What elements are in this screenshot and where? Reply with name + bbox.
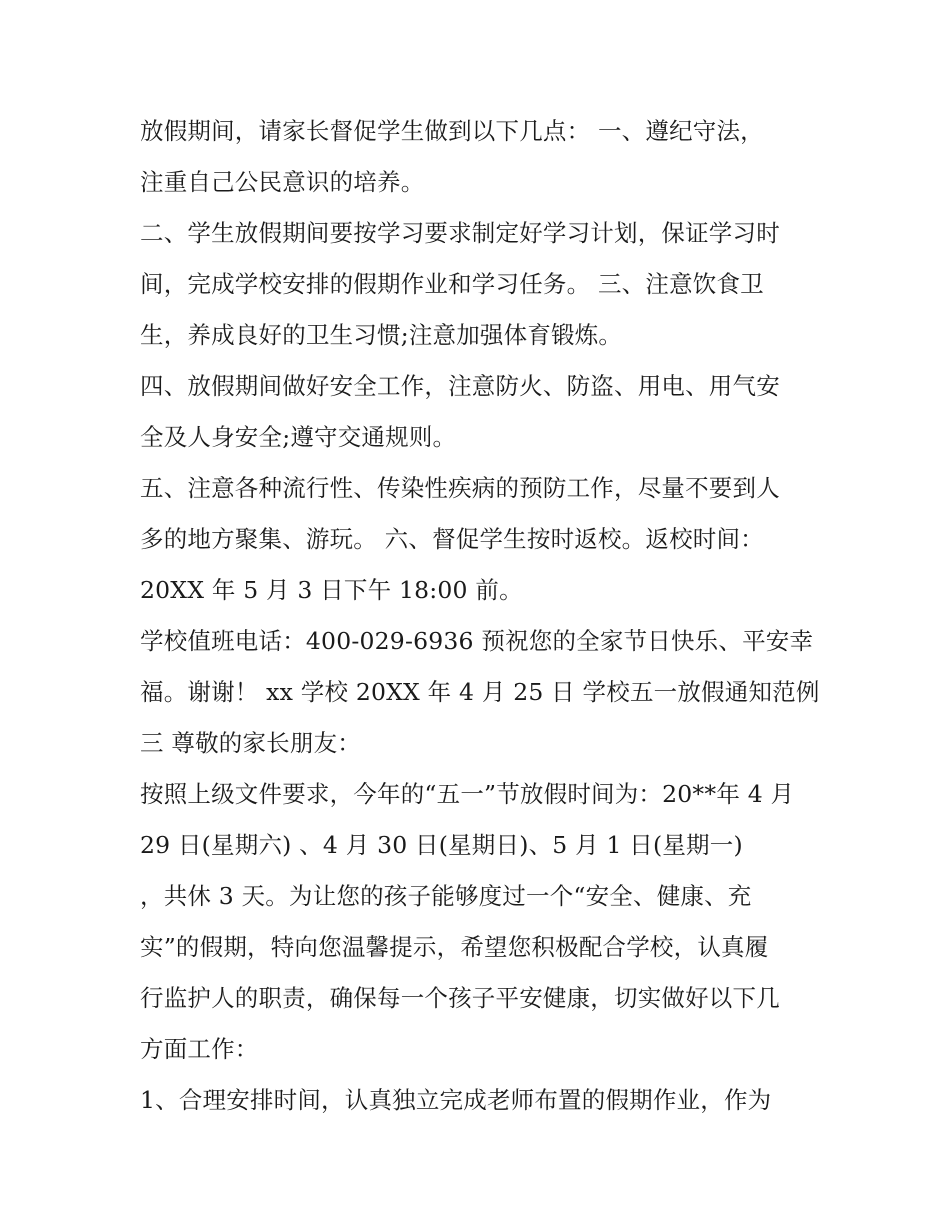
text-line: 学校值班电话：400-029-6936 预祝您的全家节日快乐、平安幸 — [140, 627, 814, 655]
document-body — [140, 106, 830, 1126]
text-line: 29 日(星期六) 、4 月 30 日(星期日)、5 月 1 日(星期一) — [140, 831, 743, 859]
text-line: 放假期间，请家长督促学生做到以下几点： 一、遵纪守法， — [140, 117, 764, 145]
text-line: 四、放假期间做好安全工作，注意防火、防盗、用电、用气安 — [140, 372, 780, 400]
text-line: 按照上级文件要求，今年的“五一”节放假时间为：20**年 4 月 — [140, 780, 795, 808]
text-line: 行监护人的职责，确保每一个孩子平安健康，切实做好以下几 — [140, 984, 780, 1012]
text-line: 实”的假期，特向您温馨提示，希望您积极配合学校，认真履 — [140, 933, 769, 961]
text-line: 注重自己公民意识的培养。 — [140, 168, 425, 196]
text-line: 三 尊敬的家长朋友： — [140, 729, 361, 757]
text-line: 全及人身安全;遵守交通规则。 — [140, 423, 457, 451]
text-line: 多的地方聚集、游玩。 六、督促学生按时返校。返校时间： — [140, 525, 764, 553]
text-line: 生，养成良好的卫生习惯;注意加强体育锻炼。 — [140, 321, 623, 349]
text-line: 20XX 年 5 月 3 日下午 18:00 前。 — [140, 576, 523, 604]
text-line: ，共休 3 天。为让您的孩子能够度过一个“安全、健康、充 — [140, 882, 752, 910]
text-line: 间，完成学校安排的假期作业和学习任务。 三、注意饮食卫 — [140, 270, 764, 298]
text-line: 方面工作： — [140, 1035, 259, 1063]
text-line: 二、学生放假期间要按学习要求制定好学习计划，保证学习时 — [140, 219, 780, 247]
text-line: 五、注意各种流行性、传染性疾病的预防工作，尽量不要到人 — [140, 474, 780, 502]
text-line: 1、合理安排时间，认真独立完成老师布置的假期作业，作为 — [140, 1086, 772, 1114]
text-line: 福。谢谢！ xx 学校 20XX 年 4 月 25 日 学校五一放假通知范例 — [140, 678, 820, 706]
